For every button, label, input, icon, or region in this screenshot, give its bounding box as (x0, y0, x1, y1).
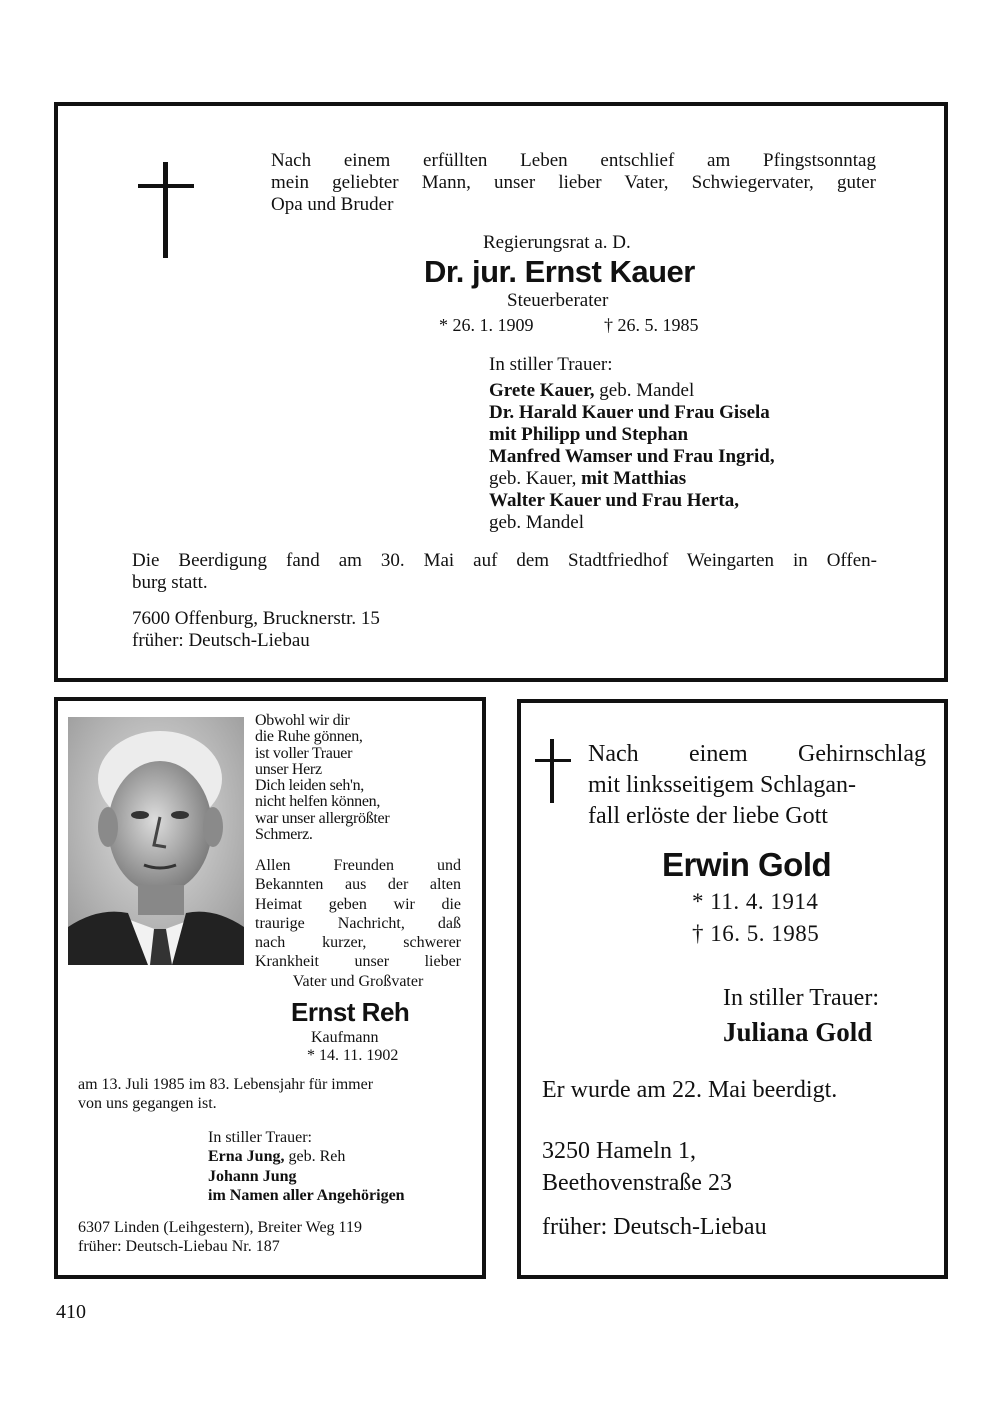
reh-text (255, 856, 461, 991)
mourner-line: Manfred Wamser und Frau Ingrid, (489, 446, 775, 467)
poem-line: die Ruhe gönnen, (255, 728, 363, 746)
kauer-died: † 26. 5. 1985 (604, 315, 699, 335)
obituary-kauer (54, 102, 948, 682)
address-line: 3250 Hameln 1, (542, 1138, 696, 1164)
gold-intro (588, 739, 926, 832)
portrait-image (68, 717, 244, 965)
text-line: Vater und Großvater (292, 972, 424, 990)
address-line: 7600 Offenburg, Brucknerstr. 15 (132, 608, 380, 629)
poem-line: Obwohl wir dir (255, 712, 350, 729)
reh-death-text (78, 1075, 373, 1113)
mourner-line: Erna Jung, geb. Reh (208, 1148, 346, 1165)
poem-line: nicht helfen können, (255, 793, 381, 811)
reh-poem (255, 713, 389, 843)
intro-line: fall erlöste der liebe Gott (588, 803, 828, 829)
text-line: Heimat geben wir die (255, 895, 461, 913)
portrait-photo (68, 717, 244, 965)
gold-name: Erwin Gold (662, 846, 832, 883)
kauer-born: * 26. 1. 1909 (439, 315, 534, 335)
address-line: früher: Deutsch-Liebau (132, 630, 310, 651)
poem-line: unser Herz (255, 760, 322, 778)
mourner-line: im Namen aller Angehörigen (208, 1187, 405, 1204)
obituary-gold (517, 699, 948, 1279)
gold-funeral: Er wurde am 22. Mai beerdigt. (542, 1077, 838, 1103)
mourner-line: mit Philipp und Stephan (489, 424, 689, 445)
poem-line: Dich leiden seh'n, (255, 777, 365, 795)
intro-line: Opa und Bruder (271, 194, 394, 215)
gold-mourning-label: In stiller Trauer: (723, 985, 879, 1011)
intro-line: mein geliebter Mann, unser lieber Vater, Schwiegervater, guter (271, 172, 876, 193)
kauer-profession: Steuerberater (507, 290, 609, 311)
intro-line: mit linksseitigem Schlagan- (588, 772, 856, 798)
mourner-line: Grete Kauer, geb. Mandel (489, 380, 695, 401)
gold-died: † 16. 5. 1985 (692, 921, 820, 946)
poem-line: Schmerz. (255, 826, 313, 844)
address-line: früher: Deutsch-Liebau Nr. 187 (78, 1238, 280, 1255)
address-line: 6307 Linden (Leihgestern), Breiter Weg 119 (78, 1219, 362, 1236)
reh-name: Ernst Reh (291, 997, 410, 1027)
kauer-funeral (132, 550, 877, 594)
text-line: Krankheit unser lieber (255, 953, 461, 971)
intro-line: Nach einem erfüllten Leben entschlief am Pfingstsonntag (271, 150, 876, 171)
text-line: Bekannten aus der alten (255, 876, 461, 894)
text-line: nach kurzer, schwerer (255, 934, 461, 952)
kauer-mourning-label: In stiller Trauer: (489, 354, 613, 375)
poem-line: war unser allergrößter (255, 809, 390, 827)
kauer-name: Dr. jur. Ernst Kauer (424, 254, 695, 289)
kauer-mourners (489, 380, 775, 534)
reh-mourning-label: In stiller Trauer: (208, 1129, 312, 1146)
mourner-line: Dr. Harald Kauer und Frau Gisela (489, 402, 770, 423)
kauer-rank: Regierungsrat a. D. (483, 232, 631, 253)
page-number: 410 (56, 1301, 86, 1323)
funeral-line: Die Beerdigung fand am 30. Mai auf dem Stadtfriedhof Weingarten in Offen- (132, 550, 877, 571)
mourner-line: geb. Kauer, mit Matthias (489, 468, 687, 489)
funeral-line: burg statt. (132, 572, 208, 593)
kauer-intro (271, 150, 876, 216)
intro-line: Nach einem Gehirnschlag (588, 741, 926, 767)
text-line: Allen Freunden und (255, 857, 461, 874)
cross-icon (535, 739, 571, 803)
mourner-line: geb. Mandel (489, 512, 584, 533)
mourner-line: Johann Jung (208, 1167, 297, 1185)
kauer-address (132, 608, 380, 652)
gold-address (542, 1135, 732, 1199)
death-line: am 13. Juli 1985 im 83. Lebensjahr für immer (78, 1076, 374, 1093)
gold-born: * 11. 4. 1914 (692, 889, 819, 914)
reh-address (78, 1218, 362, 1256)
cross-icon (138, 162, 194, 258)
reh-born: * 14. 11. 1902 (307, 1047, 399, 1064)
obituary-reh (54, 697, 486, 1279)
gold-former: früher: Deutsch-Liebau (542, 1214, 767, 1240)
poem-line: ist voller Trauer (255, 744, 353, 762)
reh-profession: Kaufmann (311, 1029, 379, 1046)
text-line: traurige Nachricht, daß (255, 914, 461, 932)
reh-mourners (208, 1147, 405, 1206)
gold-mourner: Juliana Gold (723, 1017, 873, 1047)
death-line: von uns gegangen ist. (78, 1095, 217, 1112)
mourner-line: Walter Kauer und Frau Herta, (489, 490, 739, 511)
address-line: Beethovenstraße 23 (542, 1170, 732, 1196)
